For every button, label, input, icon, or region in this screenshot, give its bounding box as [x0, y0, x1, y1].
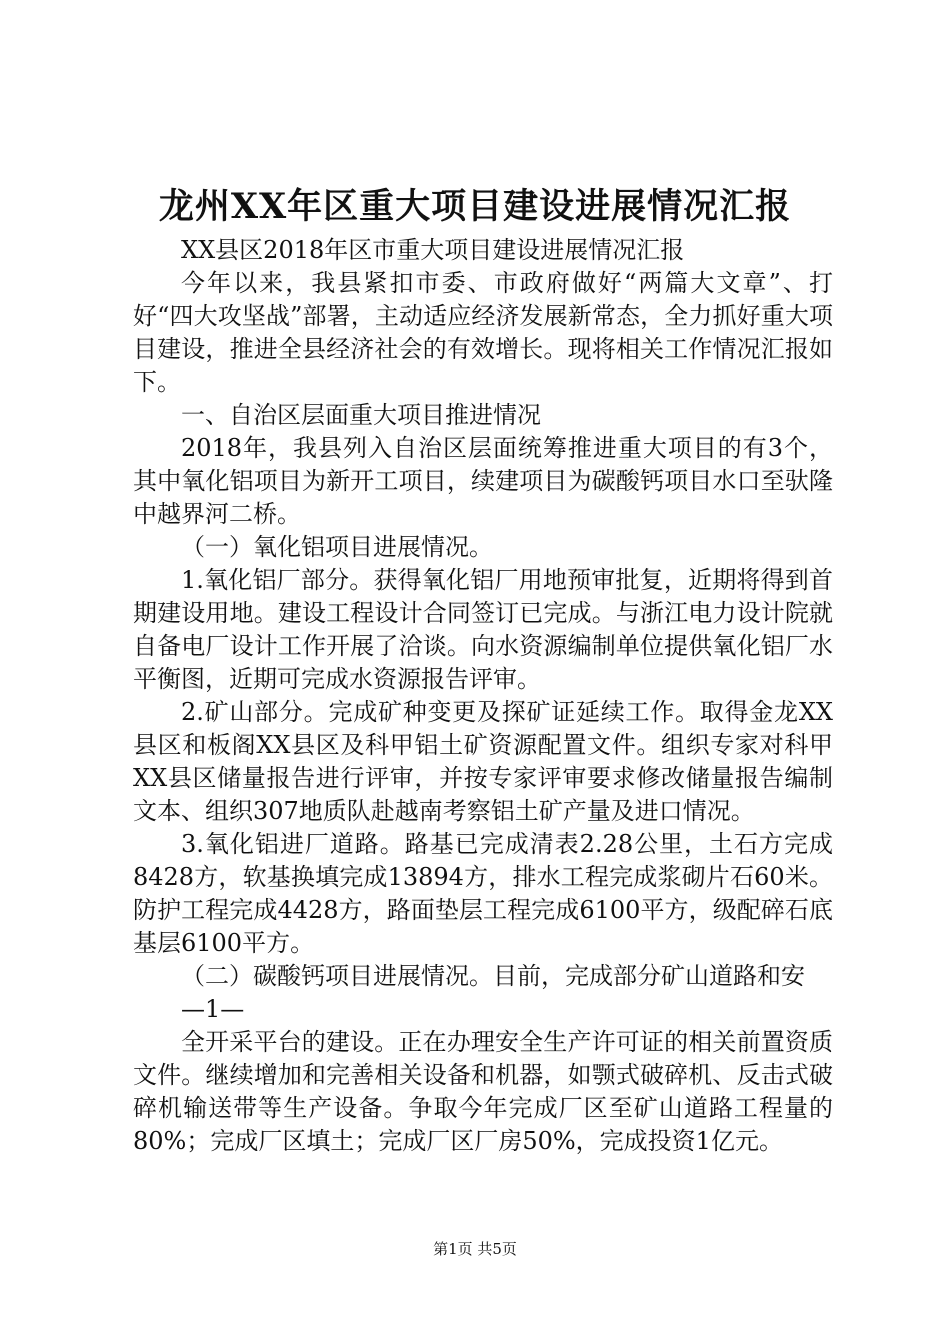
section-1-paragraph: 2018年，我县列入自治区层面统筹推进重大项目的有3个，其中氧化铝项目为新开工项目，续建项目为碳酸钙项目水口至驮隆中越界河二桥。	[133, 434, 833, 528]
intro-paragraph: 今年以来，我县紧扣市委、市政府做好“两篇大文章”、打好“四大攻坚战”部署，主动适应经济发展新常态，全力抓好重大项目建设，推进全县经济社会的有效增长。现将相关工作情况汇报如下。	[133, 269, 833, 396]
page-footer: 第1页 共5页	[433, 1240, 517, 1258]
report-subtitle: XX县区2018年区市重大项目建设进展情况汇报	[181, 236, 685, 264]
continuation-paragraph: 全开采平台的建设。正在办理安全生产许可证的相关前置资质文件。继续增加和完善相关设备和机器，如颚式破碎机、反击式破碎机输送带等生产设备。争取今年完成厂区至矿山道路工程量的80%；完成厂区填土；完成厂区厂房50%，完成投资1亿元。	[133, 1028, 833, 1155]
document-body	[133, 234, 833, 1158]
section-heading-1: 一、自治区层面重大项目推进情况	[181, 401, 541, 429]
item-1-paragraph: 1.氧化铝厂部分。获得氧化铝厂用地预审批复，近期将得到首期建设用地。建设工程设计合同签订已完成。与浙江电力设计院就自备电厂设计工作开展了洽谈。向水资源编制单位提供氧化铝厂水平衡图，近期可完成水资源报告评审。	[133, 566, 833, 693]
page-marker: —1—	[181, 995, 245, 1023]
subsection-heading-1: （一）氧化铝项目进展情况。	[181, 533, 493, 561]
document-title: 龙州XX年区重大项目建设进展情况汇报	[158, 186, 792, 227]
item-3-paragraph: 3.氧化铝进厂道路。路基已完成清表2.28公里，土石方完成8428方，软基换填完成13894方，排水工程完成浆砌片石60米。防护工程完成4428方，路面垫层工程完成6100平方，级配碎石底基层6100平方。	[133, 830, 833, 957]
item-2-paragraph: 2.矿山部分。完成矿种变更及探矿证延续工作。取得金龙XX县区和板阁XX县区及科甲铝土矿资源配置文件。组织专家对科甲XX县区储量报告进行评审，并按专家评审要求修改储量报告编制文本、组织307地质队赴越南考察铝土矿产量及进口情况。	[133, 698, 833, 825]
subsection-heading-2: （二）碳酸钙项目进展情况。目前，完成部分矿山道路和安	[181, 962, 805, 990]
